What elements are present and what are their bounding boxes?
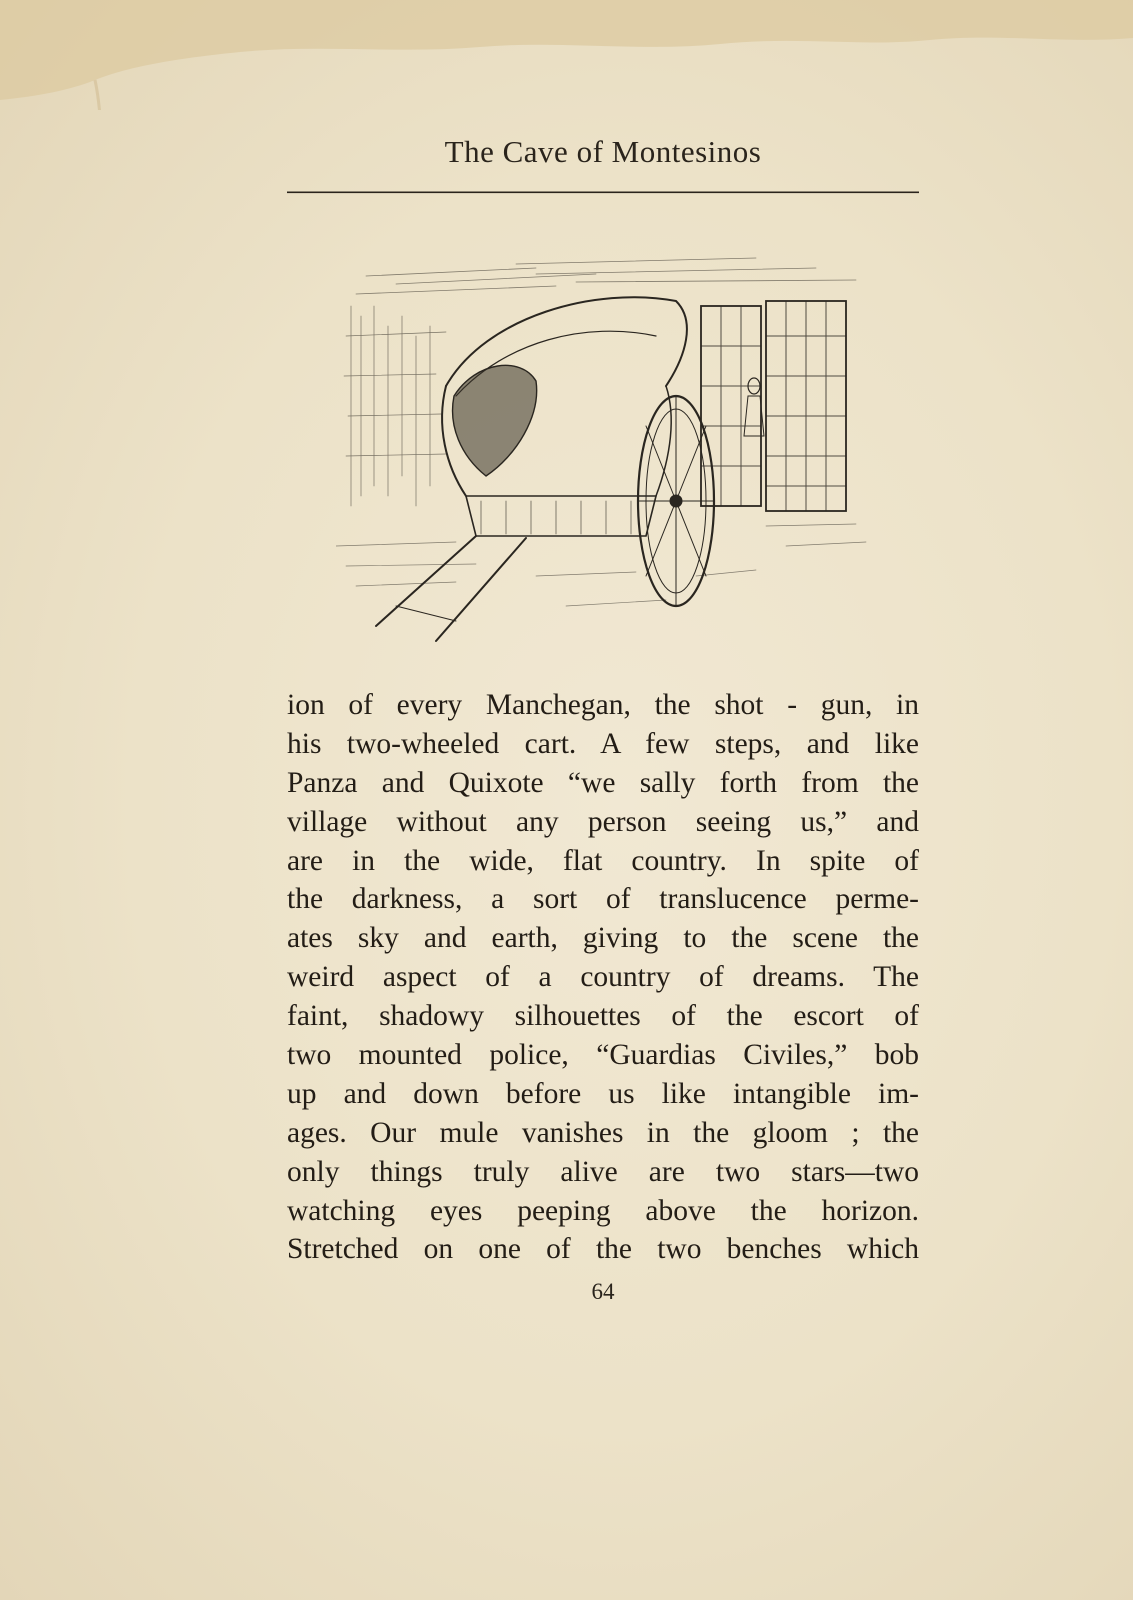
text-line: only things truly alive are two stars—two	[287, 1155, 919, 1188]
text-line: ion of every Manchegan, the shot - gun, in	[287, 689, 919, 721]
text-line: weird aspect of a country of dreams. The	[287, 961, 919, 994]
torn-paper-edge	[0, 0, 1133, 110]
text-line: his two-wheeled cart. A few steps, and like	[287, 727, 919, 760]
text-line: two mounted police, “Guardias Civiles,” bob	[287, 1039, 919, 1072]
text-line: faint, shadowy silhouettes of the escort of	[287, 1000, 919, 1033]
cart-at-doorway-engraving	[336, 246, 892, 666]
text-line: the darkness, a sort of translucence perme-	[287, 883, 919, 916]
text-line: Stretched on one of the two benches which	[287, 1233, 919, 1266]
text-line: are in the wide, flat country. In spite of	[287, 844, 919, 877]
page-number: 64	[591, 1279, 615, 1304]
text-line: ages. Our mule vanishes in the gloom ; the	[287, 1116, 919, 1149]
text-line: village without any person seeing us,” and	[287, 805, 919, 838]
text-line: ates sky and earth, giving to the scene the	[287, 922, 919, 955]
body-text	[287, 686, 919, 1269]
text-line: watching eyes peeping above the horizon.	[287, 1194, 919, 1227]
text-line: up and down before us like intangible im-	[287, 1077, 919, 1110]
text-line: Panza and Quixote “we sally forth from the	[287, 766, 919, 799]
header-rule	[287, 191, 919, 194]
running-title: The Cave of Montesinos	[444, 134, 762, 169]
